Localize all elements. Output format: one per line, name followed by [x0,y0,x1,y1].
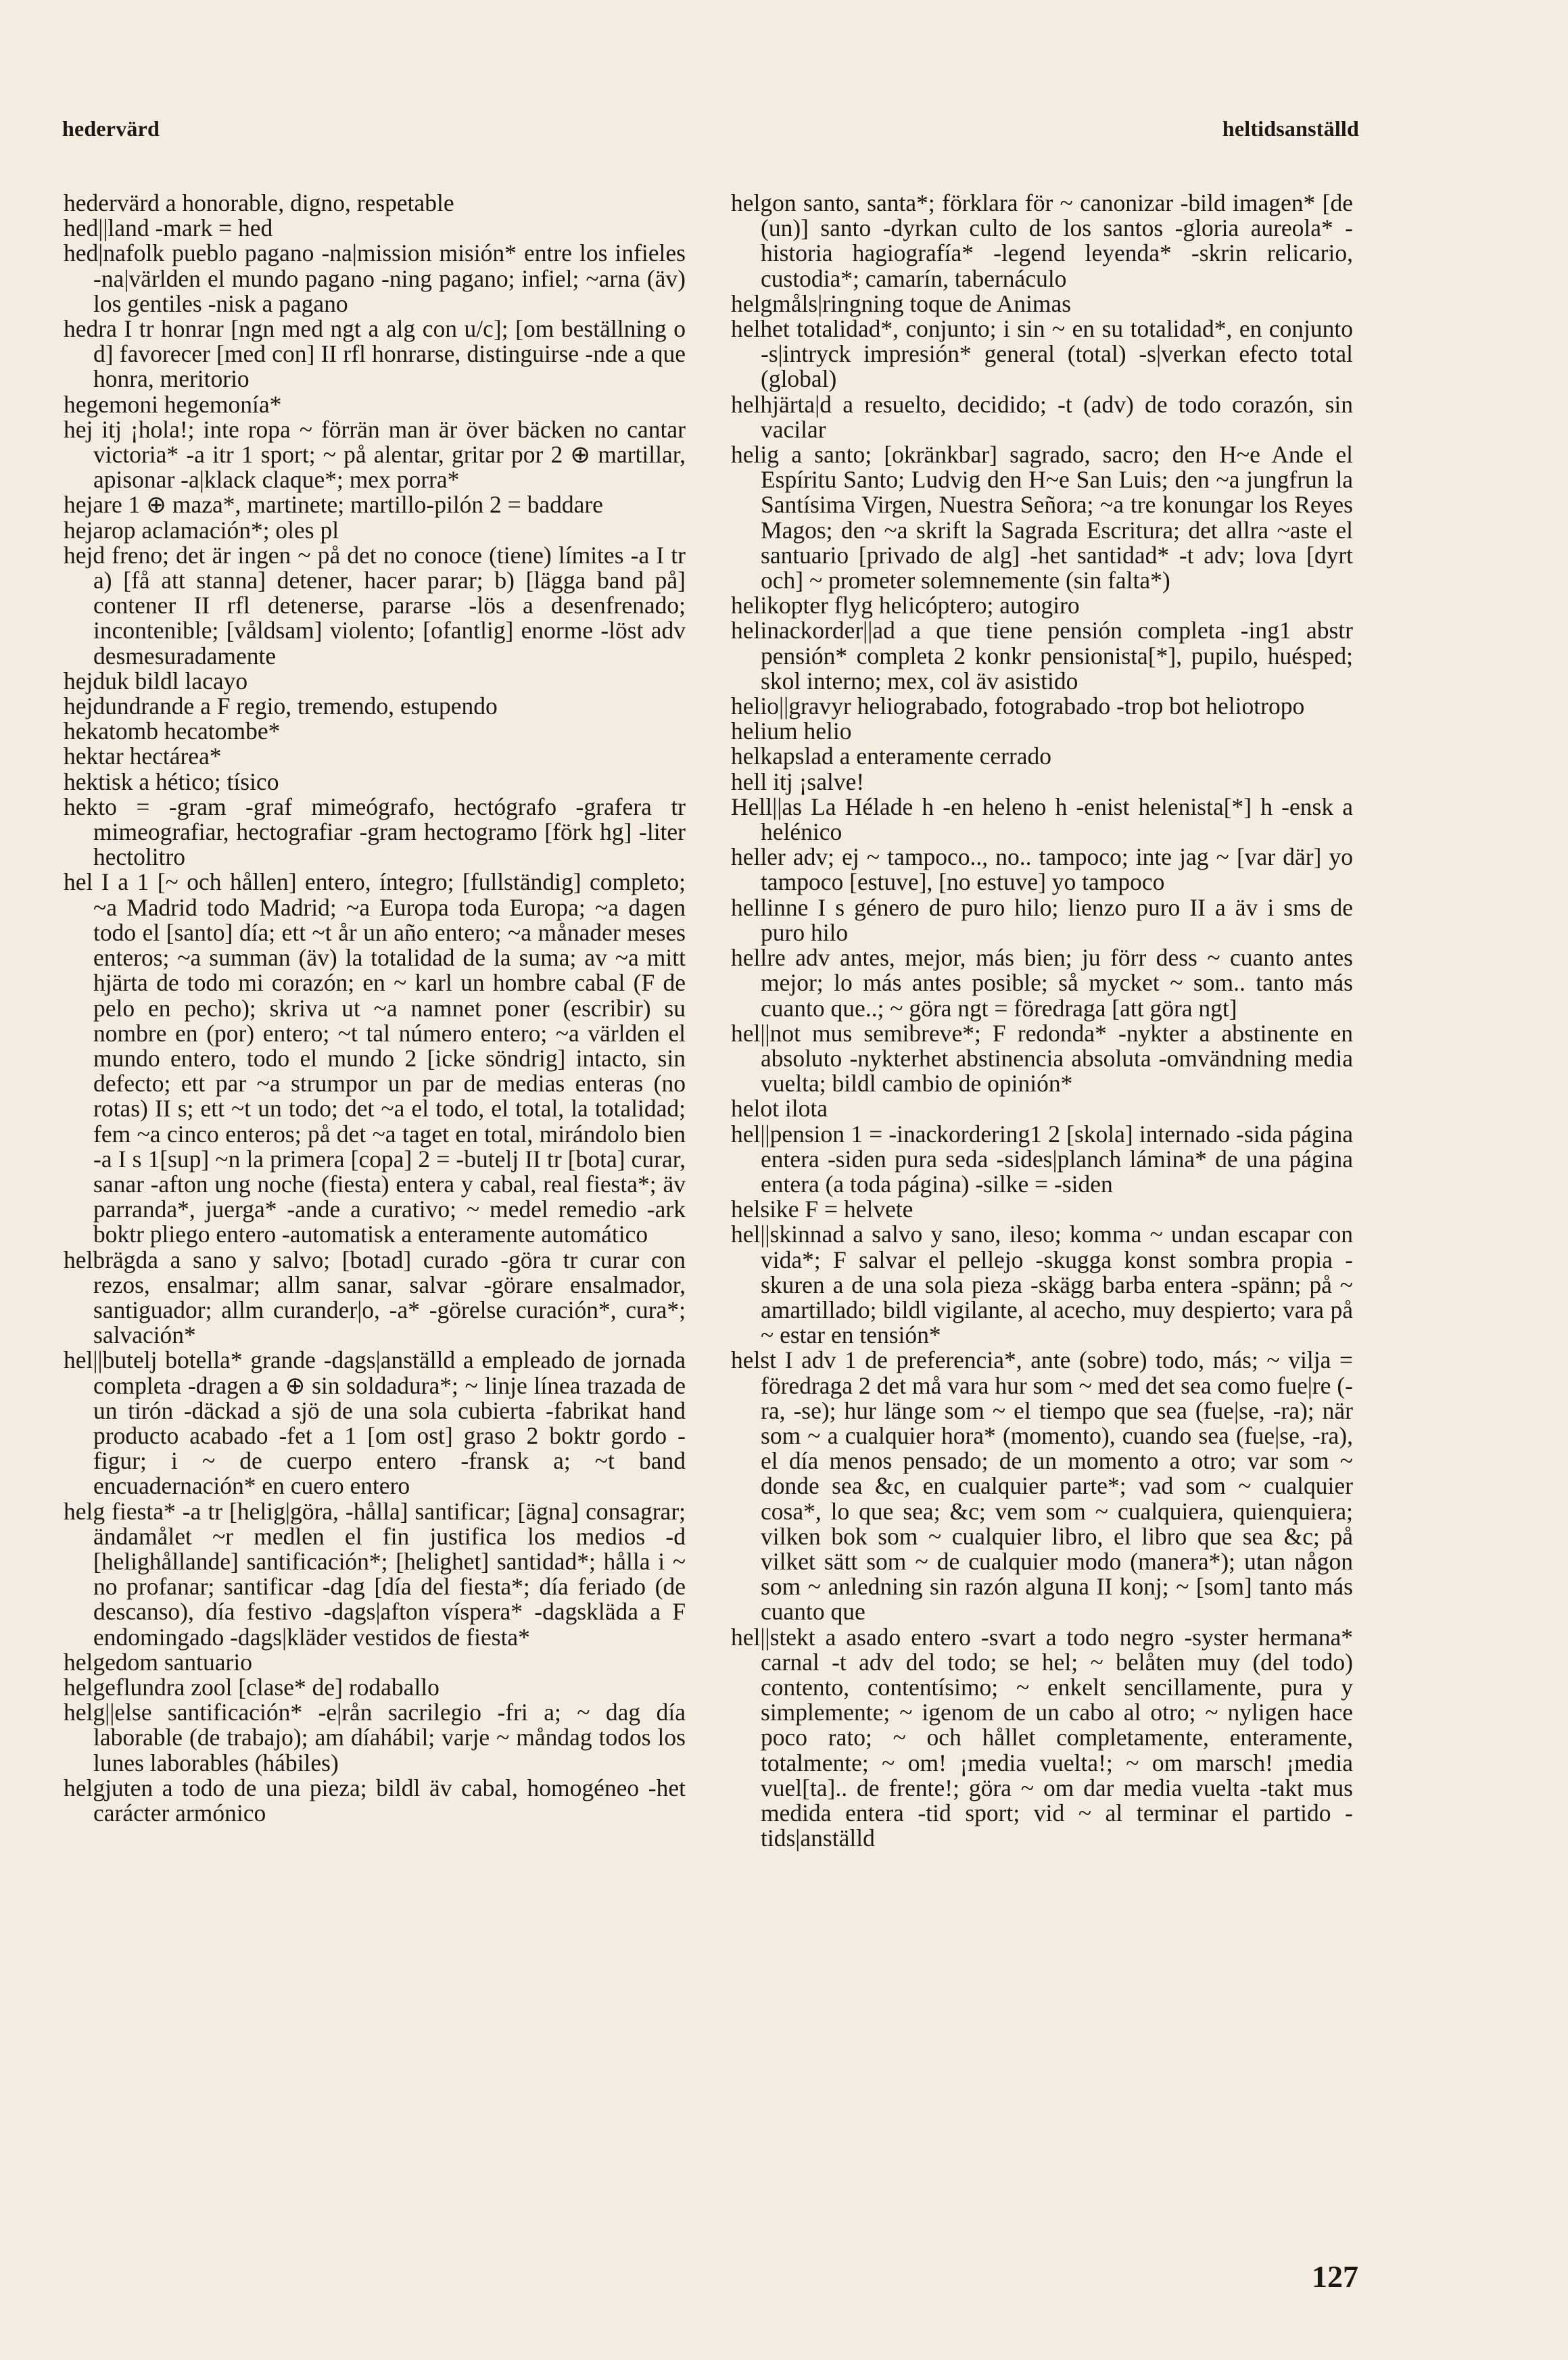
entry: hektar hectárea* [64,742,222,770]
entry: helig a santo; [okränkbar] sagrado, sacro; den H~e Ande el Espíritu Santo; Ludvig den H~e San Luis; den ~a jungfrun la Santísima Virgen, Nuestra Señora; ~a tre konungar los Reyes Magos; den ~a skrift la Sagrada Escritura; det allra ~aste el santuario [privado de alg] -het santidad* -t adv; lova [dyrt och] ~ prometer solemnemente (sin falta*) [731,441,1353,594]
running-head-last-word: heltidsanställd [1222,116,1359,141]
entry: helgmåls|ringning toque de Animas [731,289,1072,317]
entry: hegemoni hegemonía* [64,390,282,418]
entry: hekto = -gram -graf mimeógrafo, hectógrafo -grafera tr mimeografiar, hectografiar -gram hectogramo [förk hg] -liter hectolitro [64,793,686,871]
entry: hed||land -mark = hed [64,214,273,242]
entry: helg||else santificación* -e|rån sacrilegio -fri a; ~ dag día laborable (de trabajo); am díahábil; varje ~ måndag todos los lunes laborables (hábiles) [64,1699,686,1776]
entry: helium helio [731,717,852,745]
entry: helhjärta|d a resuelto, decidido; -t (adv) de todo corazón, sin vacilar [731,390,1353,443]
entry: helio||gravyr heliograbado, fotograbado -trop bot heliotropo [731,692,1305,720]
entry: hektisk a hético; tísico [64,768,279,795]
entry: helgon santo, santa*; förklara för ~ canonizar -bild imagen* [de (un)] santo -dyrkan culto de los santos -gloria aureola* -historia hagiografía* -legend leyenda* -skrin relicario, custodia*; camarín, tabernáculo [731,189,1353,292]
running-head-first-word: hedervärd [62,116,160,141]
entry: hel||butelj botella* grande -dags|anställd a empleado de jornada completa -dragen a ⊕ sin soldadura*; ~ linje línea trazada de un tirón -däckad a sjö de una sola cubierta -fabrikat hand producto acabado -fet a 1 [om ost] graso 2 boktr gordo -figur; i ~ de cuerpo entero -fransk a; ~t band encuadernación* en cuero entero [64,1346,686,1500]
entry: hejdundrande a F regio, tremendo, estupendo [64,692,498,720]
page-number: 127 [1312,2259,1358,2294]
entry: hejd freno; det är ingen ~ på det no conoce (tiene) límites -a I tr a) [få att stanna] detener, hacer parar; b) [lägga band på] contener II rfl detenerse, pararse -lös a desenfrenado; incontenible; [våldsam] violento; [ofantlig] enorme -löst adv desmesuradamente [64,541,686,669]
entry: hel||stekt a asado entero -svart a todo negro -syster hermana* carnal -t adv del todo; se hel; ~ belåten muy (del todo) contento, contentísimo; ~ enkelt sencillamente, pura y simplemente; ~ igenom de un cabo al otro; ~ nyligen hace poco rato; ~ och hållet completamente, enteramente, totalmente; ~ om! ¡media vuelta!; ~ om marsch! ¡media vuel[ta].. de frente!; göra ~ om dar media vuelta -takt mus medida entera -tid sport; vid ~ al terminar el partido -tids|anställd [731,1623,1353,1852]
entry: helbrägda a sano y salvo; [botad] curado -göra tr curar con rezos, ensalmar; allm sanar, salvar -görare ensalmador, santiguador; allm curander|o, -a* -görelse curación*, cura*; salvación* [64,1246,686,1349]
entry: hel||pension 1 = -inackordering1 2 [skola] internado -sida página entera -siden pura seda -sides|planch lámina* de una página entera (a toda página) -silke = -siden [731,1120,1353,1198]
entry: heller adv; ej ~ tampoco.., no.. tampoco; inte jag ~ [var där] yo tampoco [estuve], [no estuve] yo tampoco [731,843,1353,896]
entry: helkapslad a enteramente cerrado [731,742,1052,770]
entry: hedervärd a honorable, digno, respetable [64,189,454,216]
entry: helinackorder||ad a que tiene pensión completa -ing1 abstr pensión* completa 2 konkr pensionista[*], pupilo, huésped; skol interno; mex, col äv asistido [731,617,1353,694]
entry: helgedom santuario [64,1648,252,1676]
entry: helikopter flyg helicóptero; autogiro [731,592,1080,619]
entry: helgeflundra zool [clase* de] rodaballo [64,1673,439,1701]
entry: hejare 1 ⊕ maza*, martinete; martillo-pilón 2 = baddare [64,491,603,519]
entry: helsike F = helvete [731,1196,913,1223]
entry: hel||skinnad a salvo y sano, ileso; komma ~ undan escapar con vida*; F salvar el pellejo -skugga konst sombra propia -skuren a de una sola pieza -skägg barba entera -spänn; på ~ amartillado; bildl vigilante, al acecho, muy despierto; vara på ~ estar en tensión* [731,1221,1353,1349]
right-column [731,191,1353,1851]
entry: hejarop aclamación*; oles pl [64,516,339,544]
entry: hed|nafolk pueblo pagano -na|mission misión* entre los infieles -na|världen el mundo pagano -ning pagano; infiel; ~arna (äv) los gentiles -nisk a pagano [64,239,686,317]
entry: hellinne I s género de puro hilo; lienzo puro II a äv i sms de puro hilo [731,893,1353,946]
entry: helst I adv 1 de preferencia*, ante (sobre) todo, más; ~ vilja = föredraga 2 det må vara hur som ~ med det sea como fue|re (-ra, -se); hur länge som ~ el tiempo que sea (fue|se, -ra); när som ~ a cualquier hora* (momento), cuando sea (fue|se, -ra), el día menos pensado; de un momento a otro; var som ~ donde sea &c, en cualquier parte*; vad som ~ cualquier cosa*, lo que sea; &c; vem som ~ cualquiera, quienquiera; vilken bok som ~ cualquier libro, el libro que sea &c; på vilket sätt som ~ de cualquier modo (manera*); utan någon som ~ anledning sin razón alguna II konj; ~ [som] tanto más cuanto que [731,1346,1353,1626]
entry: hellre adv antes, mejor, más bien; ju förr dess ~ cuanto antes mejor; lo más antes posible; så mycket ~ som.. tanto más cuanto que..; ~ göra ngt = föredraga [att göra ngt] [731,944,1353,1022]
entry: hej itj ¡hola!; inte ropa ~ förrän man är över bäcken no cantar victoria* -a itr 1 sport; ~ på alentar, gritar por 2 ⊕ martillar, apisonar -a|klack claque*; mex porra* [64,415,686,494]
left-column [64,191,686,1826]
entry: helhet totalidad*, conjunto; i sin ~ en su totalidad*, en conjunto -s|intryck impresión* general (total) -s|verkan efecto total (global) [731,315,1353,393]
entry: helg fiesta* -a tr [helig|göra, -hålla] santificar; [ägna] consagrar; ändamålet ~r medlen el fin justifica los medios -d [helighållande] santificación*; [helighet] santidad*; hålla i ~ no profanar; santificar -dag [día del fiesta*; día feriado (de descanso), día festivo -dags|afton víspera* -dagskläda a F endomingado -dags|kläder vestidos de fiesta* [64,1497,686,1651]
entry: helot ilota [731,1095,828,1123]
entry: hel I a 1 [~ och hållen] entero, íntegro; [fullständig] completo; ~a Madrid todo Madrid; ~a Europa toda Europa; ~a dagen todo el [santo] día; ett ~t år un año entero; ~a månader meses enteros; ~a summan (äv) la totalidad de la suma; av ~a mitt hjärta de todo mi corazón; en ~ karl un hombre cabal (F de pelo en pecho); skriva ut ~a namnet poner (escribir) su nombre en (por) entero; ~t tal número entero; ~a världen el mundo entero, todo el mundo 2 [icke söndrig] intacto, sin defecto; ett par ~a strumpor un par de medias enteras (no rotas) II s; ett ~t un todo; det ~a el todo, el total, la totalidad; fem ~a cinco enteros; på det ~a taget en total, mirándolo bien -a I s 1[sup] ~n la primera [copa] 2 = -butelj II tr [bota] curar, sanar -afton ung noche (fiesta) entera y cabal, real fiesta*; äv parranda*, juerga* -ande a curativo; ~ medel remedio -ark boktr pliego entero -automatisk a enteramente automático [64,868,686,1248]
entry: hekatomb hecatombe* [64,717,281,745]
entry: hel||not mus semibreve*; F redonda* -nykter a abstinente en absoluto -nykterhet abstinencia absoluta -omvändning media vuelta; bildl cambio de opinión* [731,1019,1353,1098]
entry: helgjuten a todo de una pieza; bildl äv cabal, homogéneo -het carácter armónico [64,1774,686,1826]
entry: hejduk bildl lacayo [64,667,248,694]
entry: hell itj ¡salve! [731,768,865,795]
entry: Hell||as La Hélade h -en heleno h -enist helenista[*] h -ensk a helénico [731,793,1353,846]
entry: hedra I tr honrar [ngn med ngt a alg con u/c]; [om beställning o d] favorecer [med con] II rfl honrarse, distinguirse -nde a que honra, meritorio [64,315,686,393]
